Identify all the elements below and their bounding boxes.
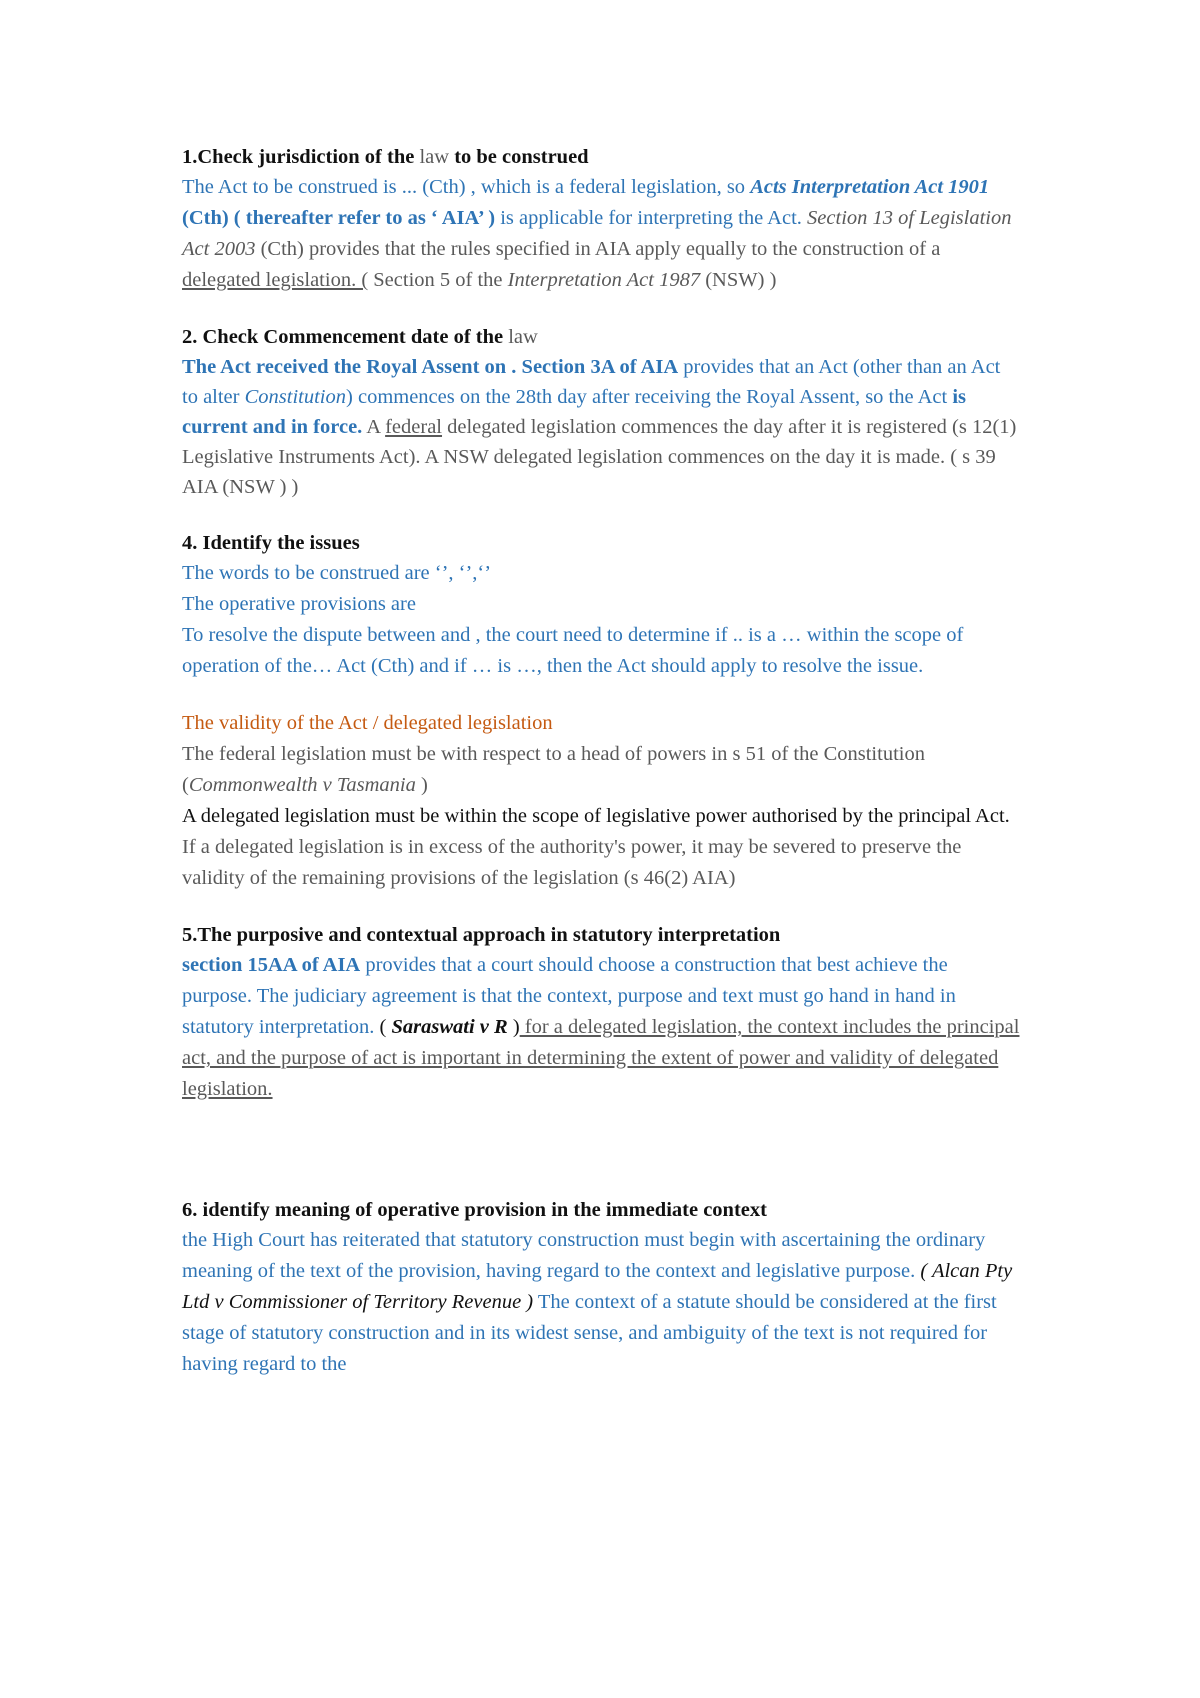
- text-run: The Act to be construed is ... (Cth) , which is a federal legislation, so: [182, 176, 751, 198]
- section-validity: [182, 708, 1020, 894]
- section-jurisdiction: [182, 142, 1020, 296]
- section-heading: 6. identify meaning of operative provision in the immediate context: [182, 1199, 767, 1221]
- text-run: provides that an Act (other than an Act to alter: [182, 356, 1001, 408]
- text-run: section 15AA of AIA: [182, 954, 361, 976]
- case-reference: ( Alcan Pty Ltd v Commissioner of Territory Revenue ): [182, 1260, 1013, 1313]
- section-paragraph: [182, 352, 1020, 502]
- document-body: [182, 142, 1020, 1380]
- section-paragraph: [182, 1225, 1020, 1380]
- heading-text: to be construed: [449, 146, 589, 168]
- section-heading: [182, 142, 1020, 172]
- section-paragraph: [182, 172, 1020, 296]
- underlined-text: for a delegated legislation, the context includes the principal act, and the purpose of act is important in determining the extent of power and validity of delegated legislation.: [182, 1016, 1020, 1100]
- text-run: The Act received the Royal Assent on . Section 3A of AIA: [182, 356, 679, 378]
- text-run: ): [507, 1016, 520, 1038]
- heading-text: 2. Check Commencement date of the: [182, 326, 509, 348]
- section-heading: 4. Identify the issues: [182, 532, 360, 554]
- heading-law-word: law: [508, 326, 538, 348]
- case-reference: Saraswati v R: [391, 1016, 508, 1038]
- section-immediate-context: [182, 1195, 1020, 1380]
- text-run: A: [362, 416, 386, 438]
- text-run: (Cth) provides that the rules specified in AIA apply equally to the construction of a: [255, 238, 941, 260]
- section-purposive: [182, 920, 1020, 1105]
- text-run: Section 5 of the: [368, 269, 508, 291]
- paragraph-line: The words to be construed are ‘’, ‘’,‘’: [182, 562, 492, 584]
- section-heading: The validity of the Act / delegated legislation: [182, 712, 553, 734]
- section-paragraph: [182, 950, 1020, 1105]
- heading-text: 1.Check jurisdiction of the: [182, 146, 420, 168]
- text-run: ) commences on the 28th day after receiving the Royal Assent, so the Act: [346, 386, 953, 408]
- text-run: is applicable for interpreting the Act.: [495, 207, 808, 229]
- text-run: If a delegated legislation is in excess of the authority's power, it may be severed to preserve the validity of the remaining provisions of the legislation (s 46(2) AIA): [182, 836, 962, 889]
- section-commencement: [182, 322, 1020, 502]
- section-paragraph: [182, 739, 1020, 801]
- text-run: (: [379, 1016, 392, 1038]
- text-run: The context of a statute should be considered at the first stage of statutory construction and in its widest sense, and ambiguity of the text is not required for having regard to the: [182, 1291, 997, 1375]
- case-reference: Commonwealth v Tasmania: [188, 774, 416, 796]
- act-reference: Section 13 of Legislation Act 2003: [182, 207, 1012, 260]
- section-heading: 5.The purposive and contextual approach in statutory interpretation: [182, 924, 781, 946]
- text-run: delegated legislation commences the day after it is registered (s 12(1) Legislative Instruments Act). A NSW delegated legislation commences on the day it is made. ( s 39 AIA (NSW ) ): [182, 416, 1017, 498]
- section-paragraph: [182, 801, 1020, 894]
- text-run: (NSW) ): [700, 269, 777, 291]
- act-reference: Acts Interpretation Act 1901: [750, 176, 990, 198]
- paragraph-line: The operative provisions are: [182, 593, 416, 615]
- text-run: A delegated legislation must be within the scope of legislative power authorised by the principal Act.: [182, 805, 1010, 827]
- paragraph-line: To resolve the dispute between and , the court need to determine if .. is a … within the scope of operation of the… Act (Cth) and if … is …, then the Act should apply to resolve the issue.: [182, 624, 964, 677]
- section-heading: [182, 322, 1020, 352]
- section-issues: [182, 528, 1020, 682]
- text-run: ): [415, 774, 428, 796]
- underlined-text: delegated legislation. (: [182, 269, 369, 291]
- text-run: is current and in force.: [182, 386, 966, 438]
- text-run: provides that a court should choose a construction that best achieve the purpose. The judiciary agreement is that the context, purpose and text must go hand in hand in statutory interpretation.: [182, 954, 956, 1038]
- heading-law-word: law: [419, 146, 450, 168]
- act-reference: Interpretation Act 1987: [507, 269, 701, 291]
- text-run: (Cth) ( thereafter refer to as ‘ AIA’ ): [182, 207, 496, 229]
- text-run: the High Court has reiterated that statutory construction must begin with ascertaining the ordinary meaning of the text of the provision, having regard to the context and legislative purpose.: [182, 1229, 986, 1282]
- underlined-text: federal: [385, 416, 443, 438]
- text-run: Constitution: [244, 386, 347, 408]
- text-run: The federal legislation must be with respect to a head of powers in s 51 of the Constitution (: [182, 743, 925, 796]
